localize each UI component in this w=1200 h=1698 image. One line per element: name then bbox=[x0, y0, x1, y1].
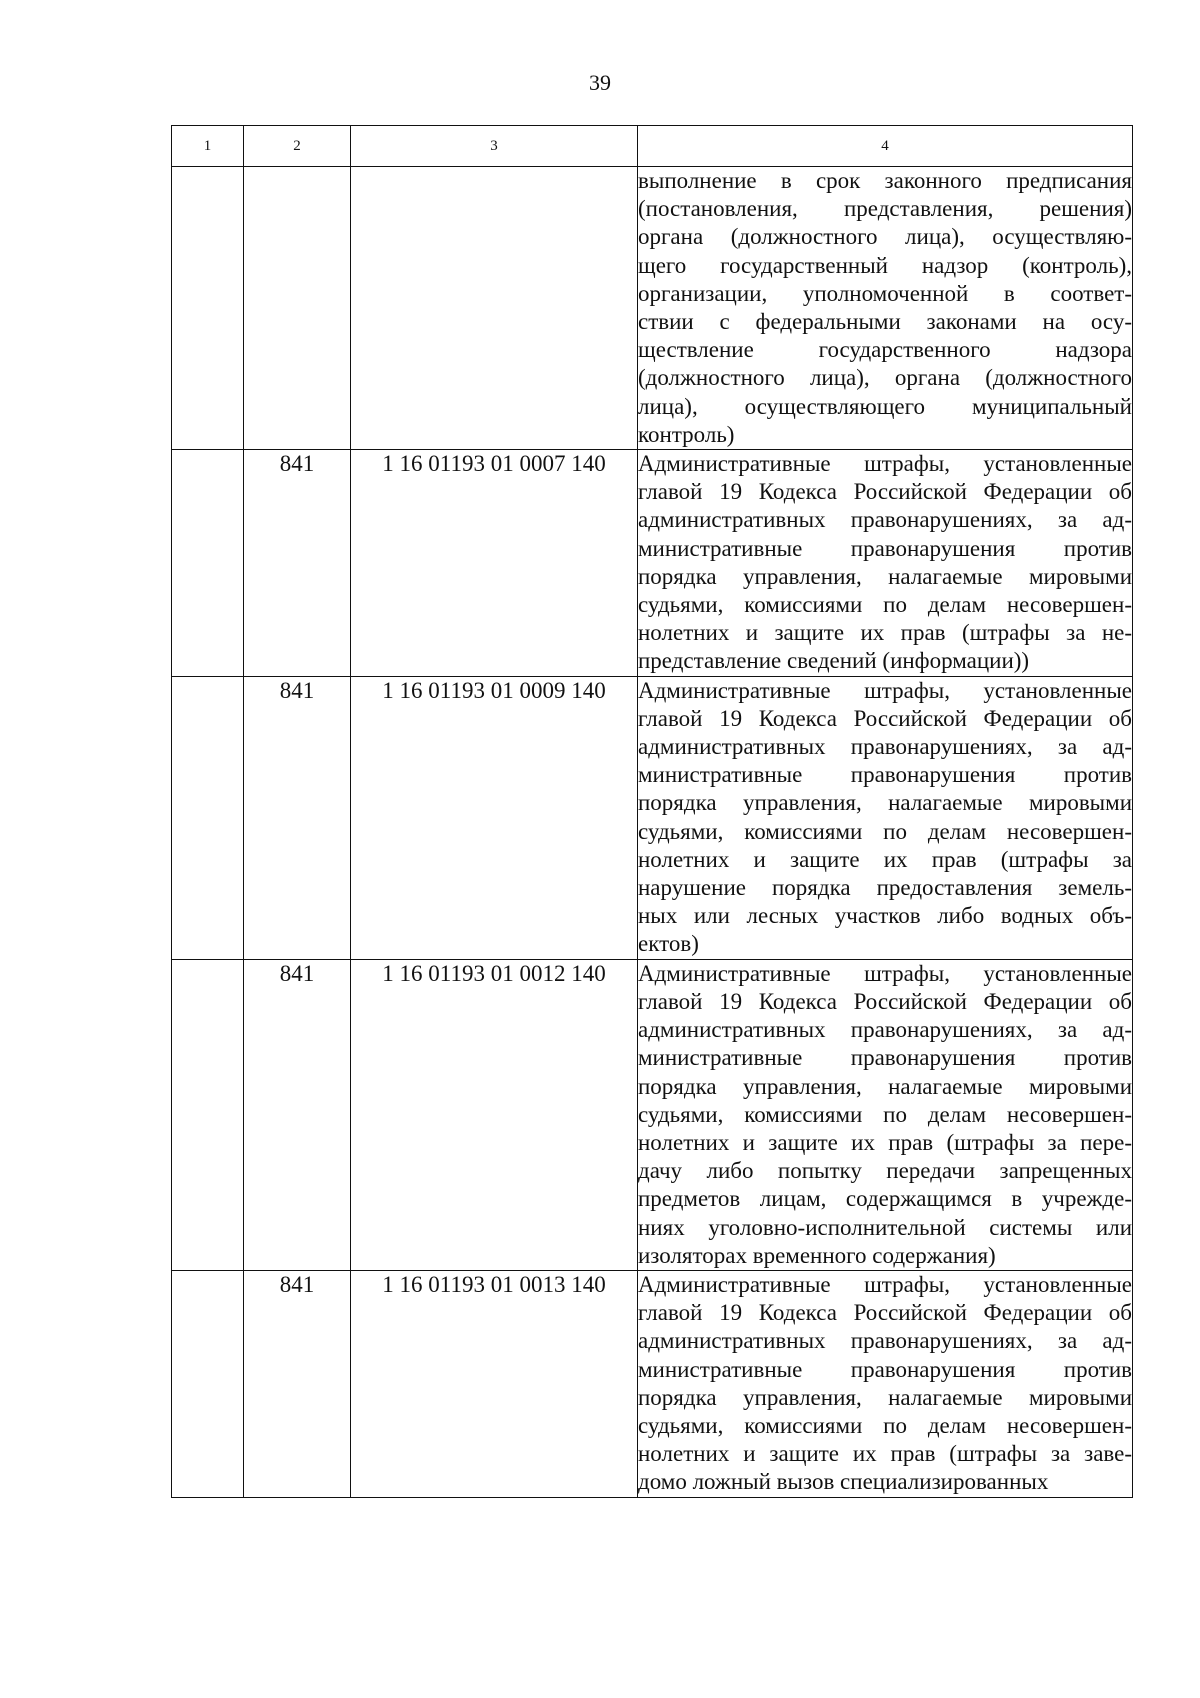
description-line: административных правонарушениях, за ад- bbox=[638, 1328, 1132, 1354]
budget-code-cell bbox=[351, 167, 638, 450]
description-cell bbox=[638, 676, 1133, 959]
description-line: щего государственный надзор (контроль), bbox=[638, 252, 1132, 278]
description-line: главой 19 Кодекса Российской Федерации об bbox=[638, 988, 1132, 1014]
description-cell bbox=[638, 450, 1133, 677]
description-line: министративные правонарушения против bbox=[638, 762, 1132, 788]
description-line: министративные правонарушения против bbox=[638, 1045, 1132, 1071]
description-line: главой 19 Кодекса Российской Федерации об bbox=[638, 1300, 1132, 1326]
admin-code-cell: 841 bbox=[244, 1270, 351, 1497]
table-row bbox=[172, 1270, 1133, 1497]
description-line: предметов лицам, содержащимся в учрежде- bbox=[638, 1186, 1132, 1212]
description-line: нолетних и защите их прав (штрафы за bbox=[638, 846, 1132, 872]
cell-col1 bbox=[172, 1270, 244, 1497]
budget-code-cell: 1 16 01193 01 0009 140 bbox=[351, 676, 638, 959]
admin-code-cell: 841 bbox=[244, 450, 351, 677]
description-line: министративные правонарушения против bbox=[638, 1356, 1132, 1382]
description-line: представление сведений (информации)) bbox=[638, 648, 1030, 674]
description-line: лица), осуществляющего муниципальный bbox=[638, 393, 1132, 419]
description-line: административных правонарушениях, за ад- bbox=[638, 1017, 1132, 1043]
description-line: главой 19 Кодекса Российской Федерации об bbox=[638, 479, 1132, 505]
description-line: органа (должностного лица), осуществляю- bbox=[638, 224, 1132, 250]
description-line: главой 19 Кодекса Российской Федерации об bbox=[638, 705, 1132, 731]
cell-col1 bbox=[172, 450, 244, 677]
description-line: домо ложный вызов специализированных bbox=[638, 1469, 1049, 1495]
column-header-4: 4 bbox=[638, 126, 1133, 167]
description-line: министративные правонарушения против bbox=[638, 535, 1132, 561]
cell-col1 bbox=[172, 959, 244, 1270]
budget-code-cell: 1 16 01193 01 0007 140 bbox=[351, 450, 638, 677]
description-line: (должностного лица), органа (должностного bbox=[638, 365, 1132, 391]
description-line: Административные штрафы, установленные bbox=[638, 960, 1132, 986]
description-line: порядка управления, налагаемые мировыми bbox=[638, 790, 1132, 816]
description-line: нарушение порядка предоставления земель- bbox=[638, 875, 1132, 901]
admin-code-cell: 841 bbox=[244, 959, 351, 1270]
description-line: ствии с федеральными законами на осу- bbox=[638, 309, 1132, 335]
budget-code-cell: 1 16 01193 01 0013 140 bbox=[351, 1270, 638, 1497]
description-cell bbox=[638, 1270, 1133, 1497]
header-row bbox=[172, 126, 1133, 167]
admin-code-cell bbox=[244, 167, 351, 450]
description-cell bbox=[638, 167, 1133, 450]
description-line: Административные штрафы, установленные bbox=[638, 1271, 1132, 1297]
description-line: порядка управления, налагаемые мировыми bbox=[638, 1384, 1132, 1410]
description-line: Административные штрафы, установленные bbox=[638, 451, 1132, 477]
description-line: судьями, комиссиями по делам несовершен- bbox=[638, 1101, 1132, 1127]
description-line: порядка управления, налагаемые мировыми bbox=[638, 1073, 1132, 1099]
description-line: ектов) bbox=[638, 931, 699, 957]
description-line: судьями, комиссиями по делам несовершен- bbox=[638, 818, 1132, 844]
description-line: порядка управления, налагаемые мировыми bbox=[638, 563, 1132, 589]
table-row bbox=[172, 676, 1133, 959]
description-line: выполнение в срок законного предписания bbox=[638, 168, 1132, 193]
description-line: ществление государственного надзора bbox=[638, 337, 1132, 363]
description-line: административных правонарушениях, за ад- bbox=[638, 734, 1132, 760]
table-row bbox=[172, 959, 1133, 1270]
admin-code-cell: 841 bbox=[244, 676, 351, 959]
column-header-1: 1 bbox=[172, 126, 244, 167]
description-line: нолетних и защите их прав (штрафы за пере- bbox=[638, 1129, 1132, 1155]
description-line: изоляторах временного содержания) bbox=[638, 1242, 996, 1268]
description-line: контроль) bbox=[638, 421, 735, 447]
description-line: ных или лесных участков либо водных объ- bbox=[638, 903, 1132, 929]
description-line: нолетних и защите их прав (штрафы за заве- bbox=[638, 1441, 1132, 1467]
description-line: нолетних и защите их прав (штрафы за не- bbox=[638, 620, 1132, 646]
page-number: 39 bbox=[589, 70, 611, 95]
cell-col1 bbox=[172, 167, 244, 450]
cell-col1 bbox=[172, 676, 244, 959]
description-line: (постановления, представления, решения) bbox=[638, 196, 1132, 222]
table-row bbox=[172, 167, 1133, 450]
column-header-2: 2 bbox=[244, 126, 351, 167]
table-row bbox=[172, 450, 1133, 677]
budget-code-cell: 1 16 01193 01 0012 140 bbox=[351, 959, 638, 1270]
description-line: административных правонарушениях, за ад- bbox=[638, 507, 1132, 533]
column-header-3: 3 bbox=[351, 126, 638, 167]
description-line: ниях уголовно-исполнительной системы или bbox=[638, 1214, 1132, 1240]
description-line: судьями, комиссиями по делам несовершен- bbox=[638, 1412, 1132, 1438]
description-line: судьями, комиссиями по делам несовершен- bbox=[638, 592, 1132, 618]
description-cell bbox=[638, 959, 1133, 1270]
description-line: организации, уполномоченной в соответ- bbox=[638, 280, 1132, 306]
description-line: дачу либо попытку передачи запрещенных bbox=[638, 1158, 1132, 1184]
budget-codes-table bbox=[171, 125, 1133, 1498]
description-line: Административные штрафы, установленные bbox=[638, 677, 1132, 703]
